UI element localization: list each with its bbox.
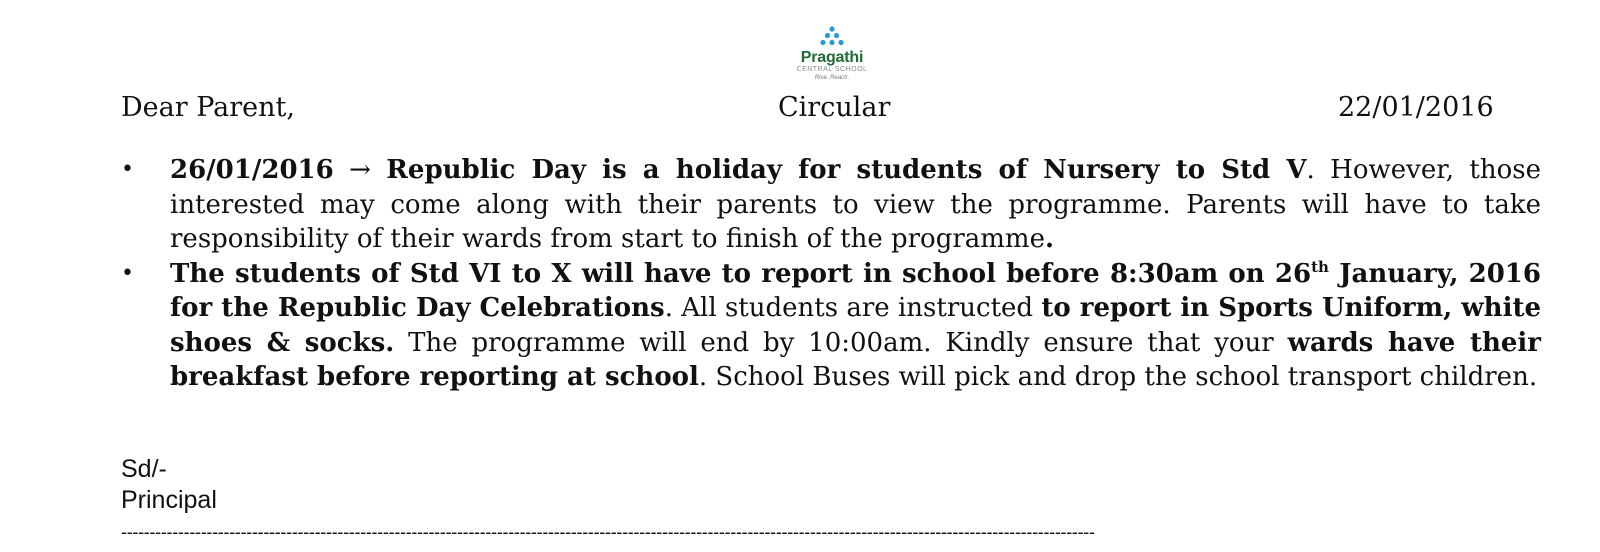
celebration-notice: January, 2016 for the Republic Day Celebrations: [170, 258, 1541, 323]
report-time-notice: The students of Std VI to X will have to report in school before 8:30am on 26: [170, 258, 1312, 289]
logo-tagline: Rise. Reach.: [814, 75, 850, 81]
signature-sd: Sd/-: [121, 455, 167, 483]
circular-header: [121, 90, 1521, 126]
circular-date: 22/01/2016: [1338, 92, 1494, 123]
logo-name: Pragathi: [800, 49, 864, 66]
bullet-icon: •: [121, 157, 134, 182]
list-item: [121, 153, 1541, 257]
signature-title: Principal: [121, 486, 217, 514]
holiday-notice: Republic Day is a holiday for students of Nursery to Std V: [386, 155, 1307, 185]
notice-text: . School Buses will pick and drop the school transport children.: [698, 362, 1538, 392]
notice-list: [121, 153, 1541, 395]
bullet-icon: •: [121, 260, 134, 286]
school-logo: [772, 26, 892, 94]
page-title: Circular: [778, 92, 891, 123]
notice-text: . All students are instructed: [664, 293, 1042, 323]
arrow-icon: →: [349, 155, 371, 185]
notice-end: .: [1044, 224, 1055, 254]
signature-block: [121, 454, 217, 516]
notice-text: . However, those interested may come along with their parents to view the programme. Parents will have to take responsibility of their wards from start to finish of the programme: [170, 155, 1542, 254]
dots-logo-icon: [815, 26, 849, 48]
ordinal-suffix: th: [1311, 257, 1329, 276]
breakfast-notice: wards have their breakfast before reporting at school: [170, 327, 1541, 392]
uniform-notice: to report in Sports Uniform, white shoes & socks.: [170, 293, 1541, 358]
logo-subtitle: CENTRAL SCHOOL: [796, 66, 868, 73]
list-item: [121, 257, 1541, 395]
event-date: 26/01/2016: [170, 155, 334, 185]
salutation: Dear Parent,: [121, 92, 295, 123]
notice-text: The programme will end by 10:00am. Kindly ensure that your: [394, 327, 1288, 358]
cut-line-divider: ---------------------------------------------------------------------------------------------------------------------------------------------------------------------------: [121, 522, 1095, 542]
